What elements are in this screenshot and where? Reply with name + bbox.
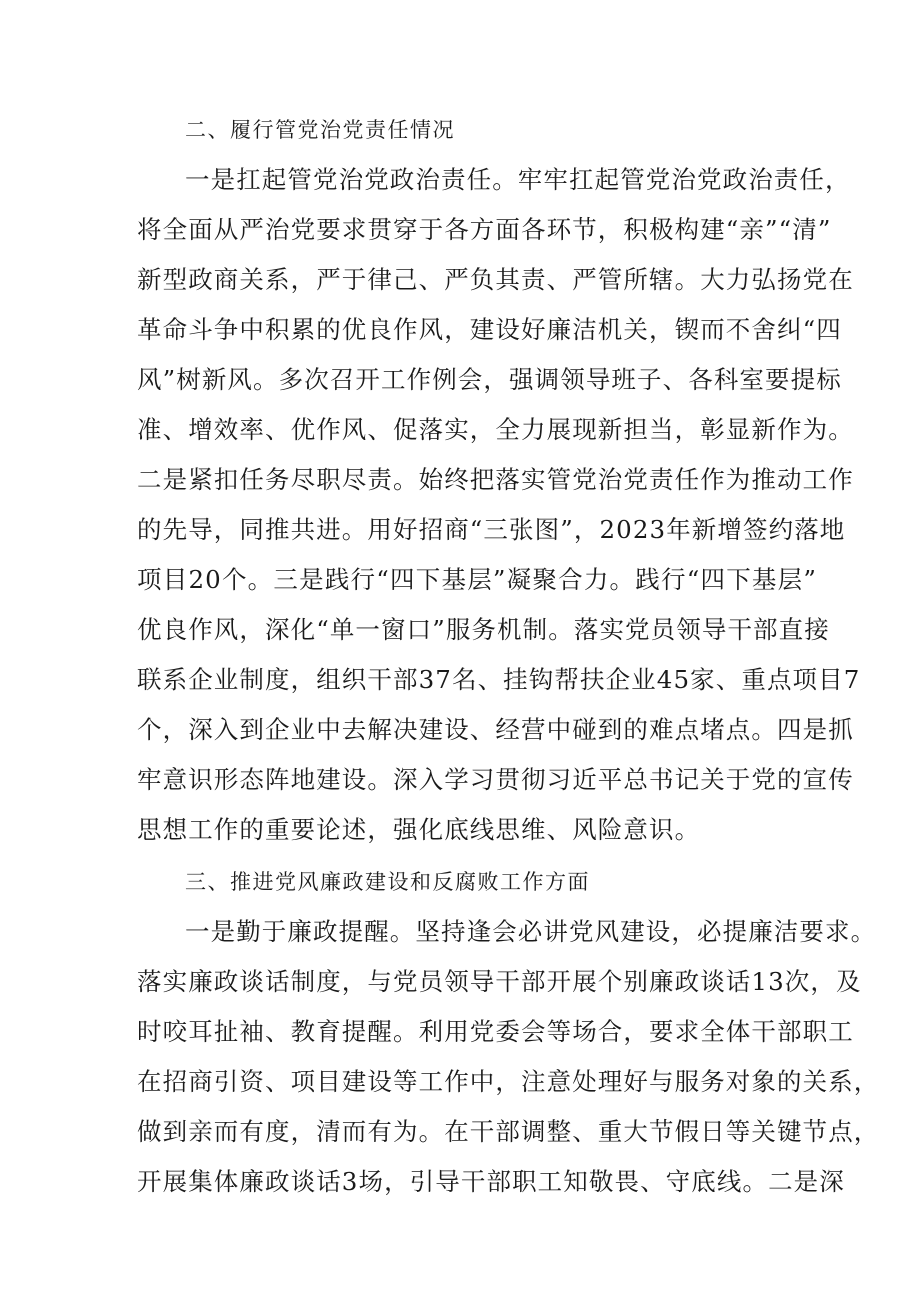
paragraph-line: 风”树新风。多次召开工作例会，强调领导班子、各科室要提标 bbox=[137, 365, 842, 394]
paragraph-line: 思想工作的重要论述，强化底线思维、风险意识。 bbox=[137, 815, 701, 844]
paragraph-line: 做到亲而有度，清而有为。在干部调整、重大节假日等关键节点， bbox=[137, 1117, 880, 1146]
paragraph-line: 革命斗争中积累的优良作风，建设好廉洁机关，锲而不舍纠“四 bbox=[137, 315, 842, 344]
paragraph-line: 牢意识形态阵地建设。深入学习贯彻习近平总书记关于党的宣传 bbox=[137, 765, 854, 794]
paragraph-line: 项目20个。三是践行“四下基层”凝聚合力。践行“四下基层” bbox=[137, 565, 817, 594]
paragraph-line: 一是勤于廉政提醒。坚持逢会必讲党风建设，必提廉洁要求。 bbox=[185, 917, 877, 946]
paragraph-line: 将全面从严治党要求贯穿于各方面各环节，积极构建“亲”“清” bbox=[137, 215, 832, 244]
paragraph-line: 个，深入到企业中去解决建设、经营中碰到的难点堵点。四是抓 bbox=[137, 715, 854, 744]
paragraph-line: 联系企业制度，组织干部37名、挂钩帮扶企业45家、重点项目7 bbox=[137, 665, 861, 694]
section-heading-3: 三、推进党风廉政建设和反腐败工作方面 bbox=[185, 870, 590, 894]
paragraph-line: 落实廉政谈话制度，与党员领导干部开展个别廉政谈话13次，及 bbox=[137, 967, 862, 996]
paragraph-line: 开展集体廉政谈话3场，引导干部职工知敬畏、守底线。二是深 bbox=[137, 1167, 845, 1196]
section-heading-2: 二、履行管党治党责任情况 bbox=[185, 118, 455, 142]
paragraph-line: 在招商引资、项目建设等工作中，注意处理好与服务对象的关系， bbox=[137, 1067, 880, 1096]
paragraph-line: 时咬耳扯袖、教育提醒。利用党委会等场合，要求全体干部职工 bbox=[137, 1017, 854, 1046]
paragraph-line: 一是扛起管党治党政治责任。牢牢扛起管党治党政治责任， bbox=[185, 165, 851, 194]
paragraph-line: 二是紧扣任务尽职尽责。始终把落实管党治党责任作为推动工作 bbox=[137, 465, 854, 494]
paragraph-line: 新型政商关系，严于律己、严负其责、严管所辖。大力弘扬党在 bbox=[137, 265, 854, 294]
paragraph-line: 准、增效率、优作风、促落实，全力展现新担当，彰显新作为。 bbox=[137, 415, 854, 444]
paragraph-line: 的先导，同推共进。用好招商“三张图”，2023年新增签约落地 bbox=[137, 515, 846, 544]
paragraph-line: 优良作风，深化“单一窗口”服务机制。落实党员领导干部直接 bbox=[137, 615, 830, 644]
